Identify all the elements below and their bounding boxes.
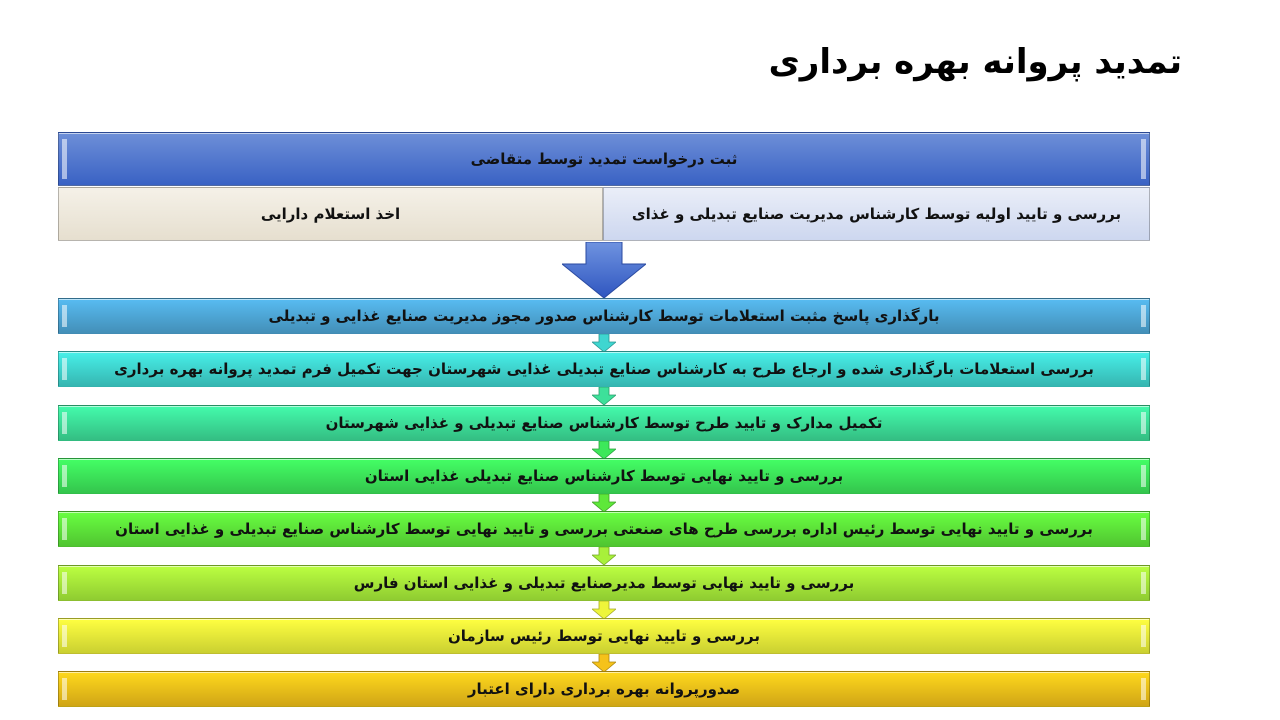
step-box: بارگذاری پاسخ مثبت استعلامات توسط کارشناس صدور مجوز مدیریت صنایع غذایی و تبدیلی: [58, 298, 1150, 334]
step-box: بررسی و تایید نهایی توسط رئیس سازمان: [58, 618, 1150, 654]
connector-arrow-icon: [592, 494, 616, 512]
connector-arrow-icon: [592, 387, 616, 405]
request-box: ثبت درخواست تمدید توسط متقاضی: [58, 132, 1150, 186]
connector-arrow-icon: [592, 601, 616, 619]
step-box: بررسی استعلامات بارگذاری شده و ارجاع طرح به کارشناس صنایع تبدیلی غذایی شهرستان جهت تکمیل فرم تمدید پروانه بهره برداری: [58, 351, 1150, 387]
connector-arrow-icon: [592, 654, 616, 672]
connector-arrow-icon: [592, 441, 616, 459]
connector-arrow-icon: [592, 334, 616, 352]
step-box: بررسی و تایید نهایی توسط مدیرصنایع تبدیلی و غذایی استان فارس: [58, 565, 1150, 601]
page-title: تمدید پروانه بهره برداری: [768, 42, 1182, 82]
step-box: بررسی و تایید نهایی توسط رئیس اداره بررسی طرح های صنعتی بررسی و تایید نهایی توسط کارشناس صنایع تبدیلی و غذایی استان: [58, 511, 1150, 547]
step-box: صدورپروانه بهره برداری دارای اعتبار: [58, 671, 1150, 707]
step-box: تکمیل مدارک و تایید طرح توسط کارشناس صنایع تبدیلی و غذایی شهرستان: [58, 405, 1150, 441]
initial-review-box: بررسی و تایید اولیه توسط کارشناس مدیریت صنایع تبدیلی و غذای: [603, 187, 1150, 241]
down-arrow-icon: [562, 242, 646, 298]
connector-arrow-icon: [592, 547, 616, 565]
step-box: بررسی و تایید نهایی توسط کارشناس صنایع تبدیلی غذایی استان: [58, 458, 1150, 494]
asset-inquiry-box: اخذ استعلام دارایی: [58, 187, 603, 241]
